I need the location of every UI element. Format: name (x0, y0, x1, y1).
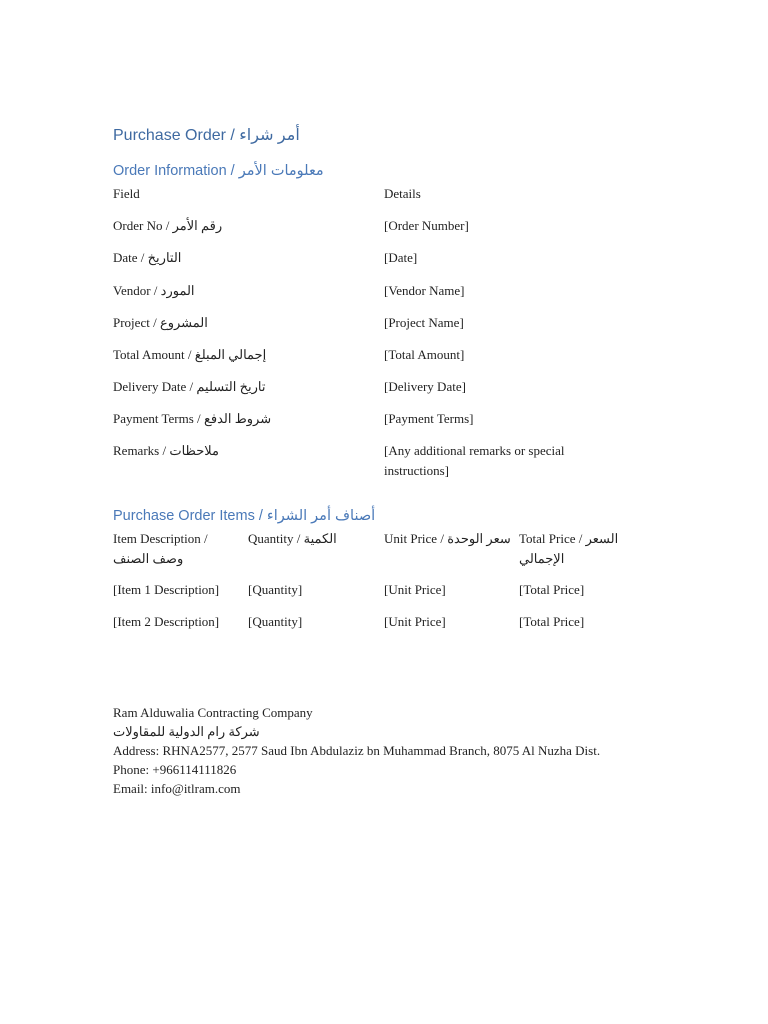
header-details: Details (384, 186, 421, 201)
unit-price-cell: [Unit Price] (384, 614, 446, 629)
details-project: [Project Name] (384, 315, 464, 330)
company-name-ar: شركة رام الدولية للمقاولات (113, 724, 260, 739)
item-description-cell: [Item 2 Description] (113, 614, 220, 629)
order-information-heading: Order Information / معلومات الأمر (113, 163, 324, 179)
header-total-price: Total Price / السعر الإجمالي (519, 531, 619, 566)
header-unit-price: Unit Price / سعر الوحدة (384, 531, 511, 546)
quantity-cell: [Quantity] (248, 614, 303, 629)
page-title: Purchase Order / أمر شراء (113, 127, 300, 144)
company-phone: Phone: +966114111826 (113, 762, 237, 777)
details-order-no: [Order Number] (384, 218, 469, 233)
total-price-cell: [Total Price] (519, 614, 585, 629)
header-field: Field (113, 186, 140, 201)
details-total-amount: [Total Amount] (384, 347, 465, 362)
details-payment-terms: [Payment Terms] (384, 411, 474, 426)
field-order-no: Order No / رقم الأمر (113, 218, 223, 233)
quantity-cell: [Quantity] (248, 582, 303, 597)
field-vendor: Vendor / المورد (113, 283, 195, 298)
company-email: Email: info@itlram.com (113, 781, 241, 796)
details-date: [Date] (384, 250, 418, 265)
item-description-cell: [Item 1 Description] (113, 582, 220, 597)
details-vendor: [Vendor Name] (384, 283, 465, 298)
details-remarks: [Any additional remarks or special instructions] (384, 443, 565, 478)
header-quantity: Quantity / الكمية (248, 531, 337, 546)
company-footer (113, 703, 600, 798)
field-total-amount: Total Amount / إجمالي المبلغ (113, 347, 267, 362)
company-address: Address: RHNA2577, 2577 Saud Ibn Abdulaziz bn Muhammad Branch, 8075 Al Nuzha Dist. (113, 743, 601, 758)
details-delivery-date: [Delivery Date] (384, 379, 466, 394)
total-price-cell: [Total Price] (519, 582, 585, 597)
company-name-en: Ram Alduwalia Contracting Company (113, 705, 313, 720)
unit-price-cell: [Unit Price] (384, 582, 446, 597)
field-remarks: Remarks / ملاحظات (113, 443, 219, 458)
order-items-heading: Purchase Order Items / أصناف أمر الشراء (113, 508, 376, 524)
header-item-description: Item Description / وصف الصنف (113, 531, 208, 566)
field-date: Date / التاريخ (113, 250, 182, 265)
field-delivery-date: Delivery Date / تاريخ التسليم (113, 379, 266, 394)
field-payment-terms: Payment Terms / شروط الدفع (113, 411, 272, 426)
field-project: Project / المشروع (113, 315, 208, 330)
